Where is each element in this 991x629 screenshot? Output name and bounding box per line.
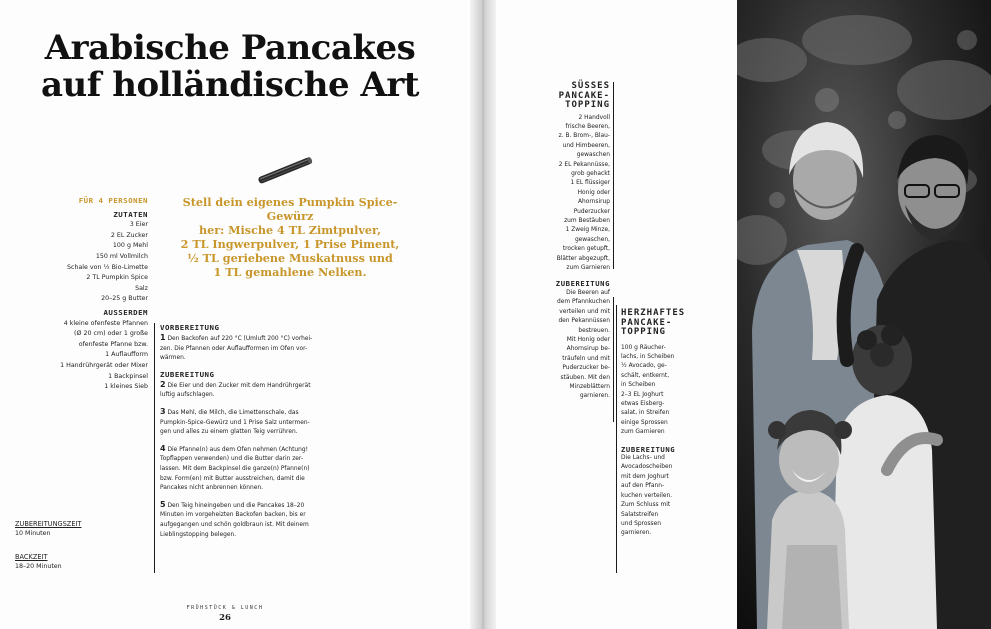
bake-time-label: BACKZEIT <box>15 553 48 561</box>
savory-ingredient: schält, entkernt, <box>621 372 670 379</box>
tip-line: 2 TL Ingwerpulver, 1 Prise Piment, <box>180 237 400 251</box>
prep-time-value: 10 Minuten <box>15 530 51 537</box>
equipment-item: 1 Backpinsel <box>108 372 148 380</box>
page-number: 26 <box>219 613 231 623</box>
tip-line: her: Mische 4 TL Zimtpulver, <box>198 223 382 237</box>
method-step <box>160 380 365 401</box>
step-line: Minuten im vorgeheizten Backofen backen, bis er <box>160 512 306 519</box>
method-step <box>160 444 365 494</box>
sweet-method-line: garnieren. <box>579 393 610 400</box>
sweet-ingredient: Blätter abgezupft, <box>556 255 610 262</box>
sweet-method-line: Mit Honig oder <box>566 336 610 343</box>
equipment-item: 1 Handrührgerät oder Mixer <box>60 361 148 369</box>
savory-rule <box>616 305 617 573</box>
sweet-ingredient: Ahornsirup <box>577 199 610 206</box>
savory-method-heading: ZUBEREITUNG <box>621 444 676 454</box>
time-info <box>15 519 81 572</box>
savory-ingredient: 100 g Räucher- <box>621 344 666 351</box>
servings-label: FÜR 4 PERSONEN <box>78 196 148 205</box>
savory-method-line: auf den Pfann- <box>621 483 665 490</box>
title-line-1: Arabische Pancakes <box>44 28 416 68</box>
step-line: lassen. Mit dem Backpinsel die ganze(n) Pfanne(n) <box>160 465 310 472</box>
ingredient-item: 2 EL Zucker <box>110 231 148 239</box>
sweet-ingredient: Puderzucker <box>573 208 610 215</box>
sweet-ingredient: zum Garnieren <box>566 265 610 271</box>
step-line: Pancakes nicht anbrennen können. <box>160 485 263 492</box>
sweet-ingredient: gewaschen <box>576 152 610 159</box>
sweet-topping-column <box>522 82 610 402</box>
sweet-ingredient: Honig oder <box>577 189 610 196</box>
sweet-heading-line: PANCAKE- <box>558 90 610 101</box>
step-line: Den Backofen auf 220 °C (Umluft 200 °C) vorhei- <box>167 336 313 342</box>
savory-method-line: kuchen verteilen. <box>621 492 673 499</box>
sweet-ingredient: grob gehackt <box>571 170 610 177</box>
step-line: luftig aufschlagen. <box>160 392 215 399</box>
book-gutter <box>470 0 496 629</box>
step-line: Lieblingstopping belegen. <box>160 531 237 538</box>
sweet-method-line: Puderzucker be- <box>562 365 610 372</box>
sweet-ingredient: 1 Zweig Minze, <box>565 227 610 234</box>
savory-ingredient: in Scheiben <box>621 382 656 389</box>
prep-time-label: ZUBEREITUNGSZEIT <box>15 520 82 528</box>
ingredient-item: 3 Eier <box>129 221 148 229</box>
equipment-item: 1 kleines Sieb <box>104 383 148 391</box>
savory-heading-line: TOPPING <box>621 327 666 337</box>
step-number: 4 <box>160 443 166 453</box>
ingredients-column <box>8 196 148 393</box>
step-line: Die Eier und den Zucker mit dem Handrührgerät <box>167 382 311 389</box>
sweet-method-line: verteilen und mit <box>559 308 610 315</box>
sweet-method-line: den Pekannüssen <box>558 318 610 325</box>
savory-method-line: Zum Schluss mit <box>621 502 671 509</box>
step-number: 3 <box>160 406 166 416</box>
step-line: wärmen. <box>160 355 186 362</box>
sweet-ingredient: frische Beeren, <box>565 123 610 130</box>
sweet-heading-line: TOPPING <box>565 100 610 110</box>
right-page <box>496 0 991 629</box>
prep-step <box>160 333 365 364</box>
sweet-ingredient: gewaschen, <box>574 236 610 243</box>
step-line: Pumpkin-Spice-Gewürz und 1 Prise Salz untermen- <box>160 419 310 426</box>
savory-method-line: mit dem Joghurt <box>621 473 669 480</box>
sweet-method-line: Minzeblättern <box>569 383 610 390</box>
savory-ingredient: salat, in Streifen <box>621 410 670 417</box>
savory-ingredient: lachs, in Scheiben <box>621 353 675 360</box>
ingredient-item: 100 g Mehl <box>112 242 148 250</box>
savory-method-line: Salatstreifen <box>621 511 659 518</box>
sweet-method-line: Ahornsirup be- <box>566 346 610 353</box>
step-line: gen und alles zu einem glatten Teig verrühren. <box>160 429 298 436</box>
savory-method-line: Die Lachs- und <box>621 455 665 462</box>
sweet-ingredient: und Himbeeren, <box>562 142 610 149</box>
savory-method-line: Avocadoscheiben <box>621 464 673 471</box>
title-line-2: auf holländische Art <box>41 65 419 105</box>
sweet-rule <box>613 297 614 422</box>
savory-ingredient: 2–3 EL Joghurt <box>621 391 664 398</box>
sweet-method-line: Die Beeren auf <box>566 289 610 296</box>
savory-topping-column <box>621 309 701 539</box>
sweet-method-line: dem Pfannkuchen <box>557 299 610 306</box>
equipment-item: 4 kleine ofenfeste Pfannen <box>63 319 148 327</box>
recipe-title <box>20 30 440 104</box>
method-heading: ZUBEREITUNG <box>160 369 215 379</box>
step-line: Den Teig hineingeben und die Pancakes 18–20 <box>167 502 305 509</box>
step-number: 5 <box>160 499 166 509</box>
step-line: Das Mehl, die Milch, die Limettenschale, das <box>167 409 299 416</box>
savory-ingredient: zum Garnieren <box>621 429 665 436</box>
savory-ingredient: ½ Avocado, ge- <box>621 363 667 370</box>
sweet-heading-line: SÜSSES <box>571 81 610 91</box>
sweet-ingredient: zum Bestäuben <box>564 217 610 224</box>
tip-line: 1 TL gemahlene Nelken. <box>213 265 367 279</box>
left-page <box>0 0 470 629</box>
family-photo <box>737 0 991 629</box>
savory-heading-line: PANCAKE- <box>621 317 673 328</box>
ingredient-item: Schale von ½ Bio-Limette <box>67 263 148 271</box>
sweet-method-line: bestreuen. <box>578 327 610 334</box>
sweet-ingredient: trocken getupft, <box>562 246 610 253</box>
footer-section: FRÜHSTÜCK & LUNCH <box>186 605 264 611</box>
savory-ingredient: etwas Eisberg- <box>621 400 665 407</box>
sweet-ingredient: z. B. Brom-, Blau- <box>558 133 610 140</box>
ingredients-heading: ZUTATEN <box>113 209 148 219</box>
page-footer <box>185 605 265 623</box>
sweet-rule <box>613 82 614 269</box>
ingredient-item: 20–25 g Butter <box>101 295 148 303</box>
equipment-item: ofenfeste Pfanne bzw. <box>78 340 148 348</box>
step-number: 2 <box>160 379 166 389</box>
ingredient-item: Salz <box>135 284 148 292</box>
method-step <box>160 407 365 438</box>
method-column <box>160 323 365 546</box>
prep-heading: VORBEREITUNG <box>160 323 220 332</box>
step-line: aufgegangen und schön goldbraun ist. Mit deinem <box>160 521 309 528</box>
equipment-item: 1 Auflaufform <box>105 351 148 359</box>
tip-line: Stell dein eigenes Pumpkin Spice-Gewürz <box>182 195 398 223</box>
spice-tip <box>170 195 410 279</box>
sweet-ingredient: 2 EL Pekannüsse, <box>558 161 610 168</box>
bake-time-value: 18–20 Minuten <box>15 563 62 570</box>
savory-method-line: garnieren. <box>621 530 652 537</box>
step-line: bzw. Form(en) mit Butter ausstreichen, damit die <box>160 475 305 482</box>
step-line: zen. Die Pfannen oder Auflaufformen im Ofen vor- <box>160 345 308 352</box>
method-step <box>160 500 365 540</box>
sweet-ingredient: 1 EL flüssiger <box>570 180 610 187</box>
sweet-method-line: träufeln und mit <box>562 355 610 362</box>
sweet-method-heading: ZUBEREITUNG <box>555 279 610 289</box>
ingredient-item: 150 ml Vollmilch <box>95 252 148 260</box>
cinnamon-stick-icon <box>255 150 315 192</box>
tip-line: ½ TL geriebene Muskatnuss und <box>187 251 393 265</box>
savory-method-line: und Sprossen <box>621 520 661 527</box>
step-number: 1 <box>160 333 166 342</box>
sweet-ingredient: 2 Handvoll <box>578 114 610 121</box>
savory-ingredient: einige Sprossen <box>621 419 668 426</box>
ingredient-item: 2 TL Pumpkin Spice <box>86 274 148 282</box>
step-line: Topflappen verwenden) und die Butter darin zer- <box>160 456 304 463</box>
equipment-item: (Ø 20 cm) oder 1 große <box>74 330 148 338</box>
step-line: Die Pfanne(n) aus dem Ofen nehmen (Achtung! <box>167 446 308 453</box>
column-divider <box>154 323 155 573</box>
family-photo-image <box>737 0 991 629</box>
sweet-method-line: stäuben. Mit den <box>560 374 610 381</box>
extra-heading: AUSSERDEM <box>103 307 148 317</box>
savory-heading-line: HERZHAFTES <box>621 308 686 318</box>
